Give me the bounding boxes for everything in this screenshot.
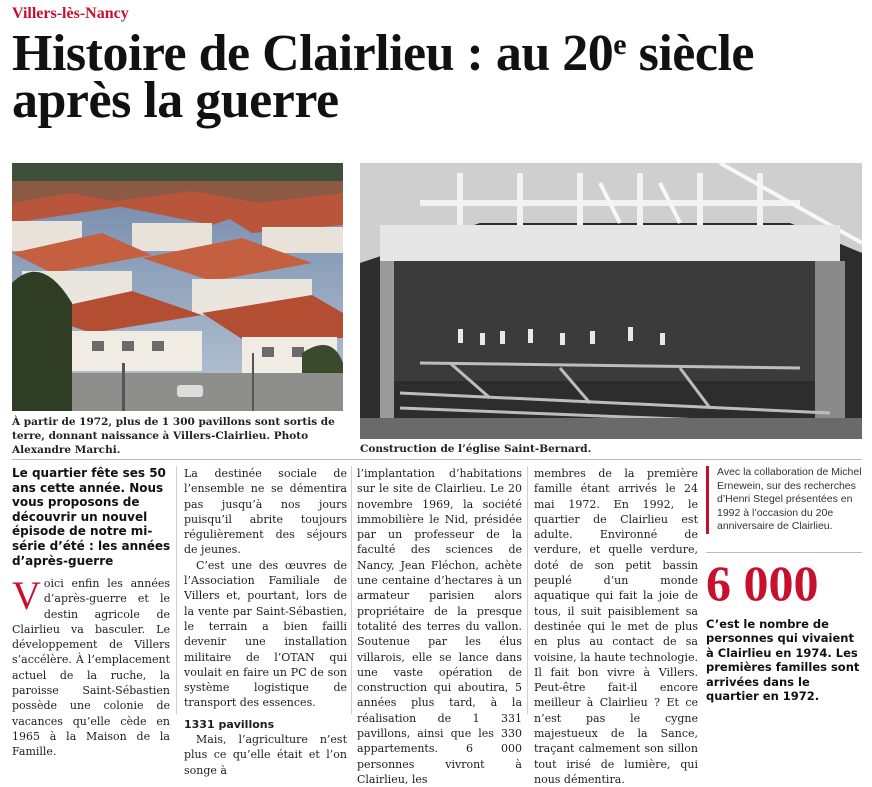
column-1-text: oici enfin les années d’après-guerre et le destin agricole de Clairlieu va basculer. Le développement de Villers s’accélère. À l’emplacement actuel de la ruche, la paroisse Saint-Sébastien possède une colonie de vacances qu’elle cède en 1965 à la Maison de la Famille. [12, 577, 170, 759]
dropcap: V [12, 573, 41, 618]
column-divider [176, 466, 177, 714]
headline-part1: Histoire de Clairlieu : au 20 [12, 25, 614, 82]
houses-photo-caption: À partir de 1972, plus de 1 300 pavillons sont sortis de terre, donnant naissance à Villers-Clairlieu. Photo Alexandre Marchi. [12, 416, 335, 456]
section-divider [12, 459, 862, 460]
column-2-paragraph: La destinée sociale de l’ensemble ne se démentira pas jusqu’à nos jours puisqu’il abrite toujours régulièrement des séjours de jeunes. [184, 467, 347, 557]
article-column-2 [184, 466, 347, 778]
subheading: 1331 pavillons [184, 717, 275, 731]
church-construction-photo [360, 163, 862, 439]
article-column-3 [357, 466, 522, 787]
column-divider [351, 466, 352, 714]
houses-photo [12, 163, 343, 411]
column-4-paragraph: membres de la première famille étant arrivés le 24 mai 1972. En 1992, le quartier de Clairlieu est adulte. Environné de verdure, et quelle verdure, doté de son petit bassin peuplé d’un monde aquatique qui fait la joie de tous, il suit paisiblement sa destinée qui le met de plus en plus au contact de sa voisine, la haute technologie. Il fait bon vivre à Villers. Peut-être fait-il encore meilleur à Clairlieu ? Et ce n’est pas le cygne majestueux de la Sance, traçant calmement son sillon tout irisé de lumière, qui nous démentira. [534, 467, 698, 786]
article-column-1 [12, 573, 170, 760]
collaboration-note: Avec la collaboration de Michel Ernewein, sur des recherches d’Henri Stegel présentées en 1992 à l’occasion du 20e anniversaire de Clairlieu. [706, 466, 862, 534]
headline [12, 25, 862, 129]
column-3-paragraph: l’implantation d’habitations sur le site de Clairlieu. Le 20 novembre 1969, la société immobilière le Nid, présidée par un professeur de la faculté des sciences de Nancy, Jean Fléchon, achète une centaine d’hectares à un armateur parisien alors propriétaire de la presque totalité des terres du vallon. Soutenue par les élus villarois, elle se lance dans une vaste opération de construction qui aboutira, 5 années plus tard, à la réalisation de 1 331 pavillons, ainsi que les 330 appartements. 6 000 personnes vivront à Clairlieu, les [357, 467, 522, 786]
article-lead: Le quartier fête ses 50 ans cette année. Nous vous proposons de découvrir un nouvel épisode de notre mi-série d’été : les années d’après-guerre [12, 466, 171, 568]
article-column-4 [534, 466, 698, 787]
church-photo-caption: Construction de l’église Saint-Bernard. [360, 443, 592, 455]
key-figure: 6 000 [706, 552, 862, 611]
headline-sup: e [613, 28, 627, 61]
column-2-paragraph: C’est une des œuvres de l’Association Familiale de Villers et, pourtant, lors de la vente par Saint-Sébastien, le terrain a bien failli devenir une installation militaire de l’OTAN qui voulait en faire un PC de son système logistique de transport des essences. [184, 558, 347, 710]
headline-part2: siècle [626, 25, 754, 82]
key-figure-text: C’est le nombre de personnes qui vivaient à Clairlieu en 1974. Les premières familles sont arrivées dans le quartier en 1972. [706, 617, 860, 704]
column-divider [527, 466, 528, 714]
headline-line2: après la guerre [12, 72, 339, 129]
section-kicker: Villers-lès-Nancy [12, 5, 129, 22]
column-2-paragraph: Mais, l’agriculture n’est plus ce qu’elle était et l’on songe à [184, 733, 347, 777]
